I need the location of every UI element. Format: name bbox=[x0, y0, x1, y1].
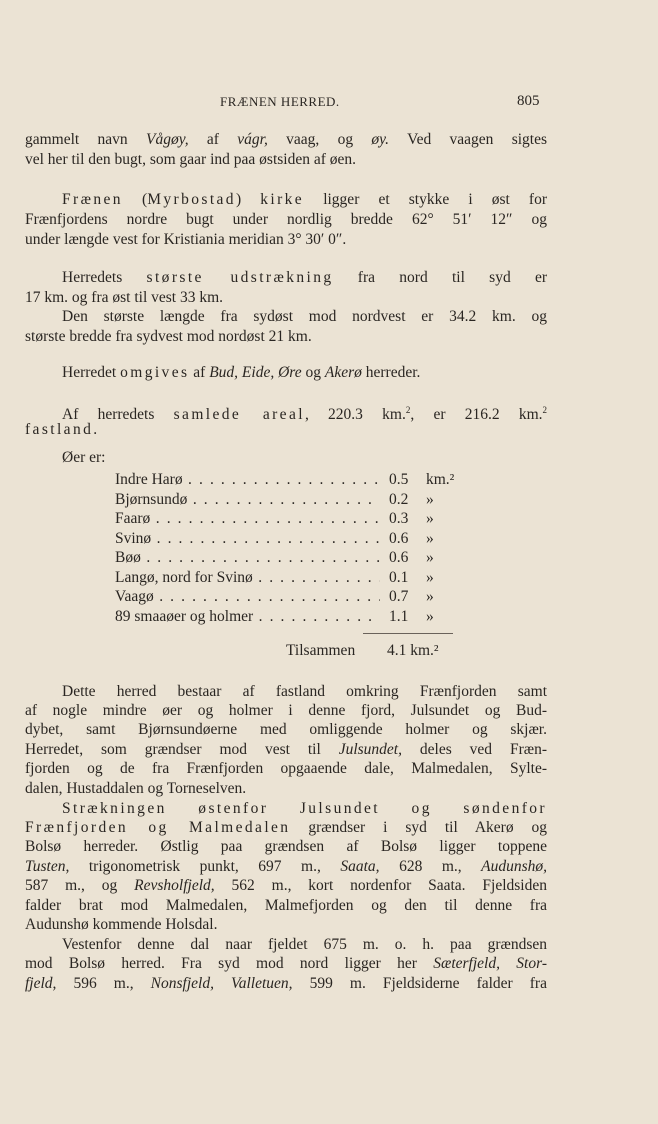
island-unit: » bbox=[426, 568, 434, 586]
island-area: 0.1 bbox=[389, 568, 409, 586]
description-line: Dette herred bestaar af fastland omkring Frænfjorden samt bbox=[62, 683, 547, 700]
island-area: 0.6 bbox=[389, 529, 409, 547]
stretch-line: Strækningen østenfor Julsundet og søndenfor bbox=[62, 800, 547, 817]
stretch-line: 587 m., og Revsholfjeld, 562 m., kort nordenfor Saata. Fjeldsiden bbox=[25, 877, 547, 894]
island-row bbox=[115, 509, 535, 529]
island-row bbox=[115, 607, 535, 627]
island-unit: » bbox=[426, 529, 434, 547]
island-name: Bøø . . . bbox=[115, 548, 380, 568]
island-name: Vaagø . . . bbox=[115, 587, 380, 607]
island-unit: » bbox=[426, 607, 434, 625]
island-name: Langø, nord for Svinø . . . bbox=[115, 568, 380, 588]
stretch-line: Frænfjorden og Malmedalen grændser i syd til Akerø og bbox=[25, 819, 547, 836]
island-name: Svinø . . . bbox=[115, 529, 380, 549]
island-unit: » bbox=[426, 510, 434, 527]
total-rule bbox=[363, 633, 453, 634]
island-row bbox=[115, 568, 535, 588]
island-row bbox=[115, 548, 535, 568]
page-number: 805 bbox=[517, 93, 540, 109]
running-header-title: FRÆNEN HERRED. bbox=[220, 94, 340, 109]
west-line: mod Bolsø herred. Fra syd mod nord ligger her Sæterfjeld, Stor- bbox=[25, 955, 547, 972]
island-unit: » bbox=[426, 490, 434, 508]
extent-line: Herredets største udstrækning fra nord til syd er bbox=[62, 269, 548, 286]
church-line: Frænfjordens nordre bugt under nordlig bredde 62° 51′ 12″ og bbox=[25, 211, 547, 228]
stretch-line: Audunshø kommende Holsdal. bbox=[25, 916, 218, 933]
description-line: dalen, Hustaddalen og Torneselven. bbox=[25, 780, 247, 797]
west-line: fjeld, 596 m., Nonsfjeld, Valletuen, 599 m. Fjeldsiderne falder fra bbox=[25, 975, 547, 992]
island-unit: » bbox=[426, 588, 434, 605]
church-line: under længde vest for Kristiania meridian 3° 30′ 0″. bbox=[25, 231, 347, 248]
island-area: 0.2 bbox=[389, 490, 409, 508]
stretch-line: Bolsø herreder. Østlig paa grændsen af Bolsø ligger toppene bbox=[25, 838, 547, 855]
island-area: 0.6 bbox=[389, 549, 409, 566]
island-area: 0.5 bbox=[389, 471, 409, 488]
church-line: Frænen (Myrbostad) kirke ligger et stykke i øst for bbox=[62, 191, 548, 208]
island-name: 89 smaaøer og holmer . . . bbox=[115, 607, 380, 627]
island-area: 1.1 bbox=[389, 607, 409, 625]
total-label: Tilsammen bbox=[286, 642, 356, 659]
area-line: Af herredets samlede areal, 220.3 km.$^2$, er 216.2 km.$^2$ bbox=[62, 405, 548, 424]
island-area: 0.3 bbox=[389, 510, 409, 527]
area-line: fastland. bbox=[25, 421, 100, 438]
intro-line: gammelt navn Vågøy, af vágr, vaag, og øy. Ved vaagen sigtes bbox=[25, 131, 547, 148]
island-unit: km.² bbox=[426, 471, 455, 488]
stretch-line: falder brat mod Malmedalen, Malmefjorden og den til denne fra bbox=[25, 897, 547, 914]
island-row bbox=[115, 470, 535, 490]
description-line: fjorden og de fra Frænfjorden opgaaende dale, Malmedalen, Sylte- bbox=[25, 760, 547, 777]
total-value: 4.1 km.² bbox=[387, 642, 439, 659]
island-row bbox=[115, 529, 535, 549]
island-name: Indre Harø . . . bbox=[115, 470, 380, 490]
description-line: dybet, samt Bjørnsundøerne med omliggende holmer og skjær. bbox=[25, 721, 547, 738]
extent-line: 17 km. og fra øst til vest 33 km. bbox=[25, 289, 224, 306]
intro-line: vel her til den bugt, som gaar ind paa østsiden af øen. bbox=[25, 151, 357, 168]
extent-line: Den største længde fra sydøst mod nordvest er 34.2 km. og bbox=[62, 308, 547, 325]
island-name: Faarø . . . bbox=[115, 509, 380, 529]
west-line: Vestenfor denne dal naar fjeldet 675 m. o. h. paa grændsen bbox=[62, 936, 547, 953]
island-row bbox=[115, 490, 535, 510]
island-row bbox=[115, 587, 535, 607]
description-line: Herredet, som grændser mod vest til Julsundet, deles ved Fræn- bbox=[25, 741, 547, 758]
island-area: 0.7 bbox=[389, 588, 409, 605]
island-unit: » bbox=[426, 549, 434, 566]
islands-heading-line: Øer er: bbox=[62, 449, 106, 466]
description-line: af nogle mindre øer og holmer i denne fjord, Julsundet og Bud- bbox=[25, 702, 547, 719]
islands-table bbox=[115, 470, 535, 626]
island-name: Bjørnsundø . . . bbox=[115, 490, 380, 510]
bounds-line: Herredet omgives af Bud, Eide, Øre og Akerø herreder. bbox=[62, 364, 421, 381]
stretch-line: Tusten, trigonometrisk punkt, 697 m., Saata, 628 m., Audunshø, bbox=[25, 858, 547, 875]
extent-line: største bredde fra sydvest mod nordøst 21 km. bbox=[25, 328, 312, 345]
